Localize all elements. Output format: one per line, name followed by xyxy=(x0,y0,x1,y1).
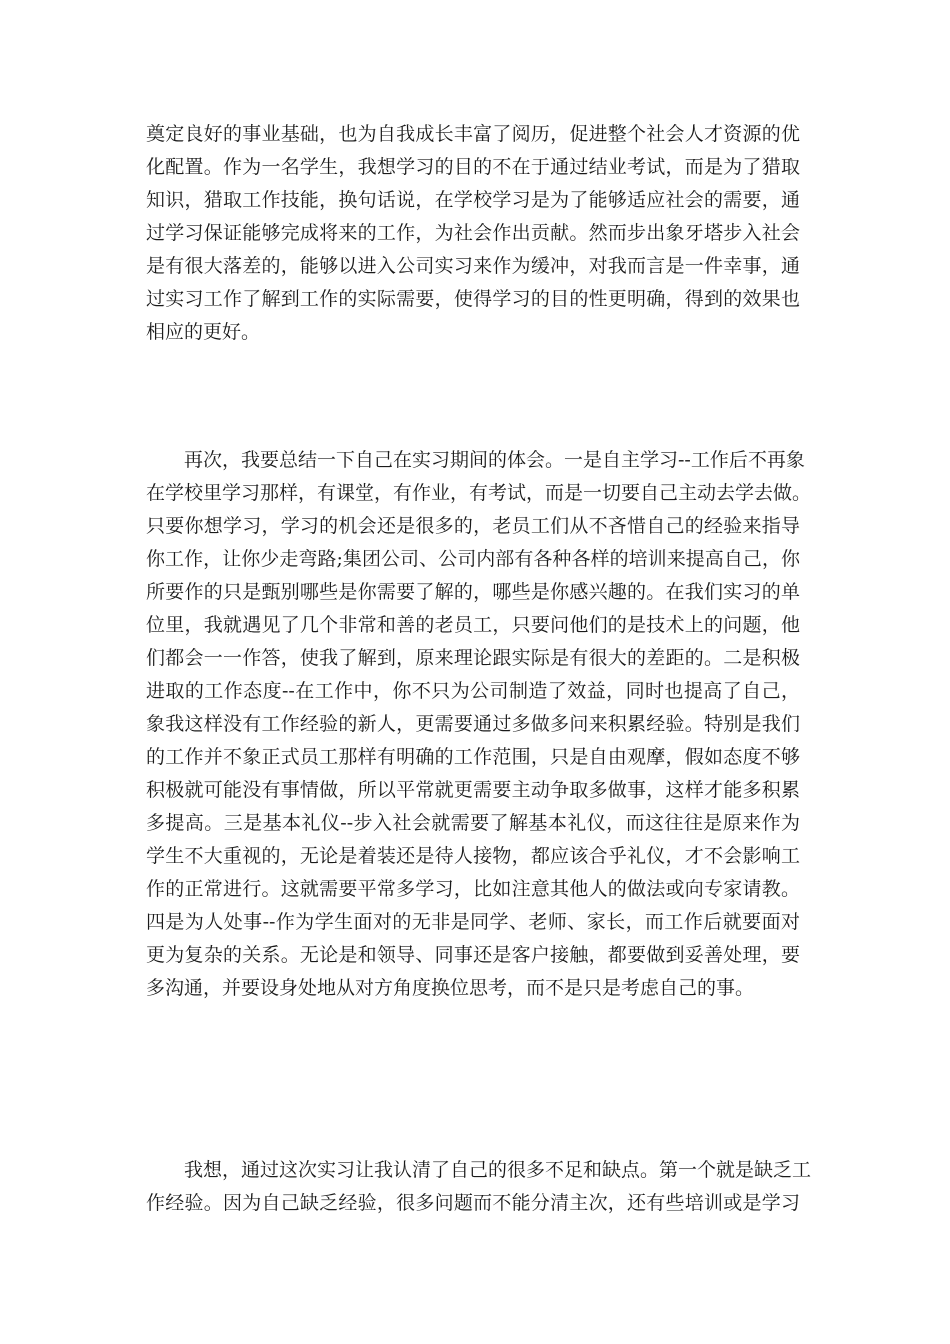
paragraph-line: 我想，通过这次实习让我认清了自己的很多不足和缺点。第一个就是缺乏工 xyxy=(146,1159,812,1181)
paragraph-line: 们都会一一作答，使我了解到，原来理论跟实际是有很大的差距的。二是积极 xyxy=(146,647,800,669)
paragraph-1 xyxy=(146,118,800,349)
paragraph-line: 作经验。因为自己缺乏经验，很多问题而不能分清主次，还有些培训或是学习 xyxy=(146,1192,800,1214)
paragraph-line: 多提高。三是基本礼仪--步入社会就需要了解基本礼仪，而这往往是原来作为 xyxy=(146,812,800,834)
paragraph-3 xyxy=(146,1154,812,1220)
paragraph-line: 相应的更好。 xyxy=(146,321,261,343)
paragraph-line: 过实习工作了解到工作的实际需要，使得学习的目的性更明确，得到的效果也 xyxy=(146,288,800,310)
paragraph-line: 再次，我要总结一下自己在实习期间的体会。一是自主学习--工作后不再象 xyxy=(146,449,805,471)
paragraph-line: 作的正常进行。这就需要平常多学习，比如注意其他人的做法或向专家请教。 xyxy=(146,878,800,900)
paragraph-2 xyxy=(146,444,812,1005)
paragraph-line: 进取的工作态度--在工作中，你不只为公司制造了效益，同时也提高了自己， xyxy=(146,680,800,702)
paragraph-line: 多沟通，并要设身处地从对方角度换位思考，而不是只是考虑自己的事。 xyxy=(146,977,755,999)
paragraph-line: 位里，我就遇见了几个非常和善的老员工，只要问他们的是技术上的问题，他 xyxy=(146,614,800,636)
paragraph-line: 四是为人处事--作为学生面对的无非是同学、老师、家长，而工作后就要面对 xyxy=(146,911,800,933)
paragraph-line: 是有很大落差的，能够以进入公司实习来作为缓冲，对我而言是一件幸事，通 xyxy=(146,255,800,277)
paragraph-line: 你工作，让你少走弯路;集团公司、公司内部有各种各样的培训来提高自己，你 xyxy=(146,548,800,570)
paragraph-line: 更为复杂的关系。无论是和领导、同事还是客户接触，都要做到妥善处理，要 xyxy=(146,944,800,966)
paragraph-line: 奠定良好的事业基础，也为自我成长丰富了阅历，促进整个社会人才资源的优 xyxy=(146,123,800,145)
paragraph-line: 过学习保证能够完成将来的工作，为社会作出贡献。然而步出象牙塔步入社会 xyxy=(146,222,800,244)
paragraph-line: 象我这样没有工作经验的新人，更需要通过多做多问来积累经验。特别是我们 xyxy=(146,713,800,735)
paragraph-line: 在学校里学习那样，有课堂，有作业，有考试，而是一切要自己主动去学去做。 xyxy=(146,482,812,504)
paragraph-line: 化配置。作为一名学生，我想学习的目的不在于通过结业考试，而是为了猎取 xyxy=(146,156,800,178)
paragraph-line: 知识，猎取工作技能，换句话说，在学校学习是为了能够适应社会的需要，通 xyxy=(146,189,800,211)
paragraph-line: 的工作并不象正式员工那样有明确的工作范围，只是自由观摩，假如态度不够 xyxy=(146,746,800,768)
paragraph-line: 所要作的只是甄别哪些是你需要了解的，哪些是你感兴趣的。在我们实习的单 xyxy=(146,581,800,603)
paragraph-line: 积极就可能没有事情做，所以平常就更需要主动争取多做事，这样才能多积累 xyxy=(146,779,800,801)
paragraph-line: 只要你想学习，学习的机会还是很多的，老员工们从不吝惜自己的经验来指导 xyxy=(146,515,800,537)
paragraph-line: 学生不大重视的，无论是着装还是待人接物，都应该合乎礼仪，才不会影响工 xyxy=(146,845,800,867)
